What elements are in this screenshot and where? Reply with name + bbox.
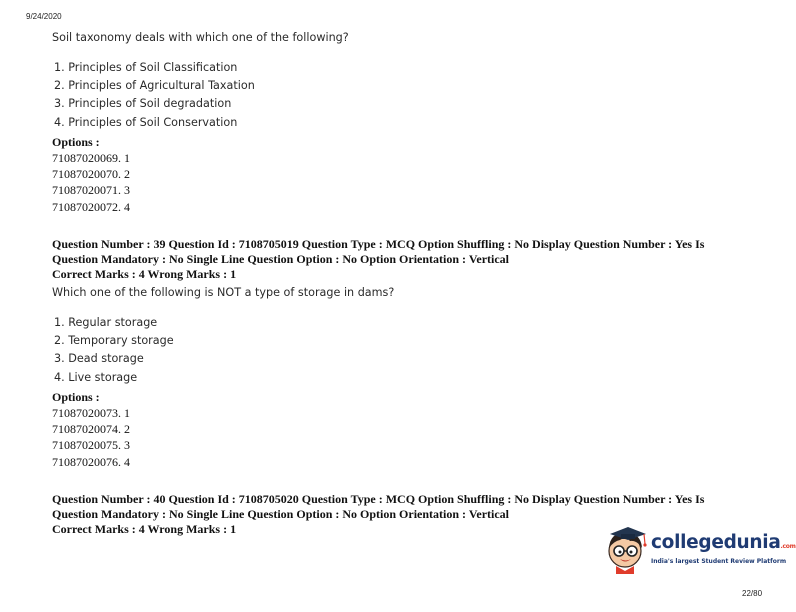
question-38-text: Soil taxonomy deals with which one of the following? [52,31,349,44]
q38-choice-1: 1. Principles of Soil Classification [54,61,238,74]
q39-meta-line-2: Question Mandatory : No Single Line Question Option : No Option Orientation : Vertical [52,252,510,266]
q39-choice-1: 1. Regular storage [54,316,158,329]
q39-option-3: 71087020075. 3 [52,438,130,452]
q40-marks: Correct Marks : 4 Wrong Marks : 1 [52,522,237,536]
logo-wordmark: collegedunia.com [651,532,796,553]
q39-option-1: 71087020073. 1 [52,406,130,420]
mascot-icon [604,524,650,574]
page-number: 22/80 [742,589,763,598]
q38-choice-4: 4. Principles of Soil Conservation [54,116,238,129]
q38-choice-3: 3. Principles of Soil degradation [54,97,232,110]
q39-choice-3: 3. Dead storage [54,352,144,365]
q38-option-2: 71087020070. 2 [52,167,130,181]
logo-tagline: India's largest Student Review Platform [651,558,787,565]
q39-marks: Correct Marks : 4 Wrong Marks : 1 [52,267,237,281]
q39-option-2: 71087020074. 2 [52,422,130,436]
q38-options-label: Options : [52,135,100,149]
q40-meta-line-2: Question Mandatory : No Single Line Question Option : No Option Orientation : Vertical [52,507,510,521]
q38-choice-2: 2. Principles of Agricultural Taxation [54,79,255,92]
q39-options-label: Options : [52,390,100,404]
collegedunia-logo [604,524,796,574]
q38-option-3: 71087020071. 3 [52,183,130,197]
q39-choice-4: 4. Live storage [54,371,138,384]
q39-meta-line-1: Question Number : 39 Question Id : 7108705019 Question Type : MCQ Option Shuffling : No Display Question Number : Yes Is [52,237,705,251]
q39-option-4: 71087020076. 4 [52,455,130,469]
q38-option-1: 71087020069. 1 [52,151,130,165]
print-date: 9/24/2020 [26,12,62,21]
q39-choice-2: 2. Temporary storage [54,334,174,347]
question-39-text: Which one of the following is NOT a type of storage in dams? [52,286,395,299]
q38-option-4: 71087020072. 4 [52,200,130,214]
q40-meta-line-1: Question Number : 40 Question Id : 7108705020 Question Type : MCQ Option Shuffling : No Display Question Number : Yes Is [52,492,705,506]
